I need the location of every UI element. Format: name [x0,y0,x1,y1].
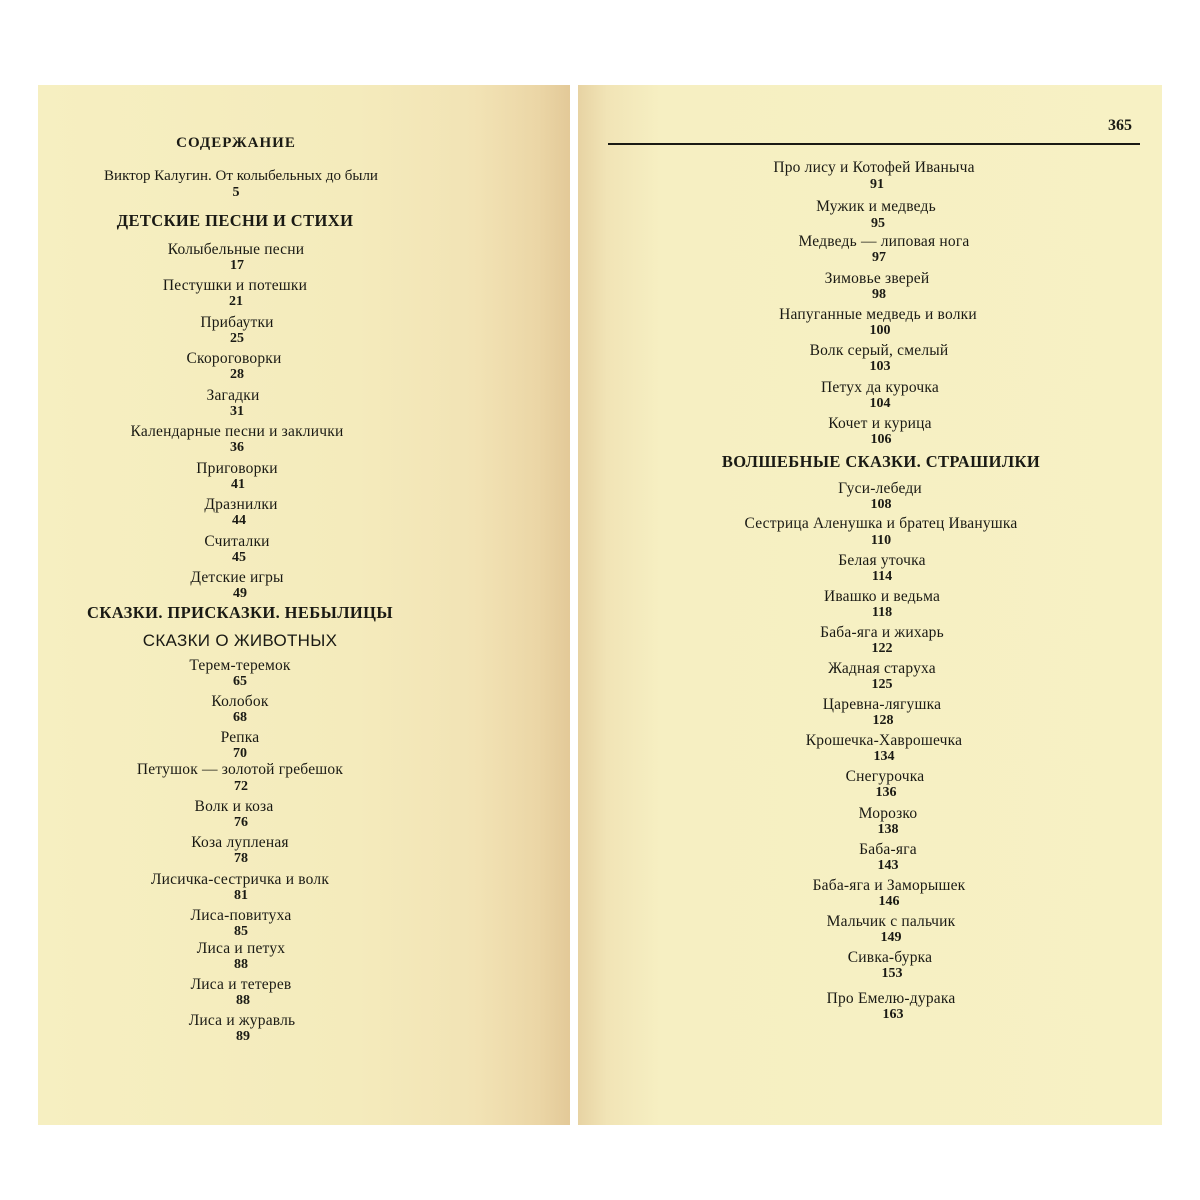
entry-title: Петушок — золотой гребешок [136,761,344,778]
entry-page: 138 [877,822,899,837]
entry-title: Баба-яга [859,841,917,858]
entry-page: 45 [232,550,246,565]
entry-title: Волк и коза [194,798,274,815]
entry-page: 72 [234,779,248,794]
entry-page: 136 [875,785,897,800]
header-rule [608,143,1140,145]
contents-heading: СОДЕРЖАНИЕ [176,135,296,151]
entry-page: 88 [236,993,250,1008]
entry-title: Напуганные медведь и волки [779,306,977,323]
entry-title: Календарные песни и заклички [130,423,344,440]
entry-title: Кочет и курица [828,415,932,432]
entry-title: Приговорки [196,460,278,477]
entry-title: Волк серый, смелый [809,342,949,359]
entry-page: 36 [230,440,244,455]
entry-title: Гуси-лебеди [838,480,922,497]
entry-title: Баба-яга и жихарь [820,624,944,641]
entry-title: Медведь — липовая нога [798,233,970,250]
section-title: СКАЗКИ. ПРИСКАЗКИ. НЕБЫЛИЦЫ [87,603,393,622]
entry-page: 98 [872,287,886,302]
book-gutter [570,85,578,1125]
entry-page: 146 [878,894,900,909]
entry-title: Скороговорки [186,350,282,367]
entry-page: 134 [873,749,895,764]
entry-page: 41 [231,477,245,492]
entry-title: Мальчик с пальчик [826,913,956,930]
entry-page: 149 [880,930,902,945]
entry-page: 125 [871,677,893,692]
entry-title: Считалки [204,533,270,550]
entry-page: 31 [230,404,244,419]
entry-page: 97 [872,250,886,265]
entry-page: 153 [881,966,903,981]
entry-page: 68 [233,710,247,725]
entry-title: Дразнилки [204,496,278,513]
entry-page: 44 [232,513,246,528]
entry-title: Пестушки и потешки [162,277,308,294]
entry-title: Жадная старуха [828,660,936,677]
entry-title: Лиса и журавль [188,1012,296,1029]
entry-title: Детские игры [190,569,284,586]
entry-page: 76 [234,815,248,830]
entry-page: 163 [882,1007,904,1022]
entry-page: 65 [233,674,247,689]
entry-page: 110 [870,533,892,548]
entry-page: 128 [872,713,894,728]
entry-page: 25 [230,331,244,346]
subsection-title: СКАЗКИ О ЖИВОТНЫХ [142,631,338,650]
entry-page: 103 [869,359,891,374]
entry-title: Лисичка-сестричка и волк [150,871,330,888]
entry-page: 81 [234,888,248,903]
entry-page: 100 [869,323,891,338]
intro-title: Виктор Калугин. От колыбельных до были [104,168,378,184]
entry-title: Морозко [858,805,918,822]
entry-title: Репка [220,729,260,746]
entry-title: Колобок [211,693,269,710]
entry-title: Зимовье зверей [824,270,930,287]
entry-title: Коза лупленая [191,834,289,851]
entry-page: 106 [870,432,892,447]
entry-page: 122 [871,641,893,656]
entry-page: 88 [234,957,248,972]
entry-page: 114 [871,569,893,584]
entry-page: 89 [236,1029,250,1044]
entry-title: Снегурочка [845,768,925,785]
entry-title: Ивашко и ведьма [823,588,941,605]
entry-page: 28 [230,367,244,382]
entry-title: Колыбельные песни [167,241,305,258]
entry-page: 70 [233,746,247,761]
section-title: ДЕТСКИЕ ПЕСНИ И СТИХИ [116,211,354,230]
entry-title: Белая уточка [838,552,926,569]
entry-title: Лиса-повитуха [190,907,292,924]
entry-page: 143 [877,858,899,873]
entry-page: 85 [234,924,248,939]
entry-page: 108 [870,497,892,512]
entry-page: 91 [870,177,884,192]
entry-page: 49 [233,586,247,601]
entry-page: 104 [869,396,891,411]
entry-page: 78 [234,851,248,866]
entry-page: 17 [230,258,244,273]
entry-title: Петух да курочка [821,379,939,396]
entry-title: Прибаутки [200,314,274,331]
intro-page: 5 [232,185,240,200]
entry-title: Баба-яга и Заморышек [812,877,966,894]
entry-title: Про лису и Котофей Иваныча [773,159,975,176]
entry-page: 95 [871,216,885,231]
page-number: 365 [1108,117,1132,134]
section-title: ВОЛШЕБНЫЕ СКАЗКИ. СТРАШИЛКИ [721,452,1041,471]
entry-title: Лиса и петух [196,940,286,957]
entry-title: Терем-теремок [189,657,291,674]
entry-title: Лиса и тетерев [190,976,292,993]
entry-title: Крошечка-Хаврошечка [805,732,963,749]
entry-title: Царевна-лягушка [822,696,942,713]
entry-title: Загадки [206,387,260,404]
entry-page: 21 [229,294,243,309]
entry-page: 118 [871,605,893,620]
entry-title: Сестрица Аленушка и братец Иванушка [744,515,1018,532]
entry-title: Мужик и медведь [816,198,936,215]
entry-title: Сивка-бурка [847,949,933,966]
entry-title: Про Емелю-дурака [826,990,956,1007]
